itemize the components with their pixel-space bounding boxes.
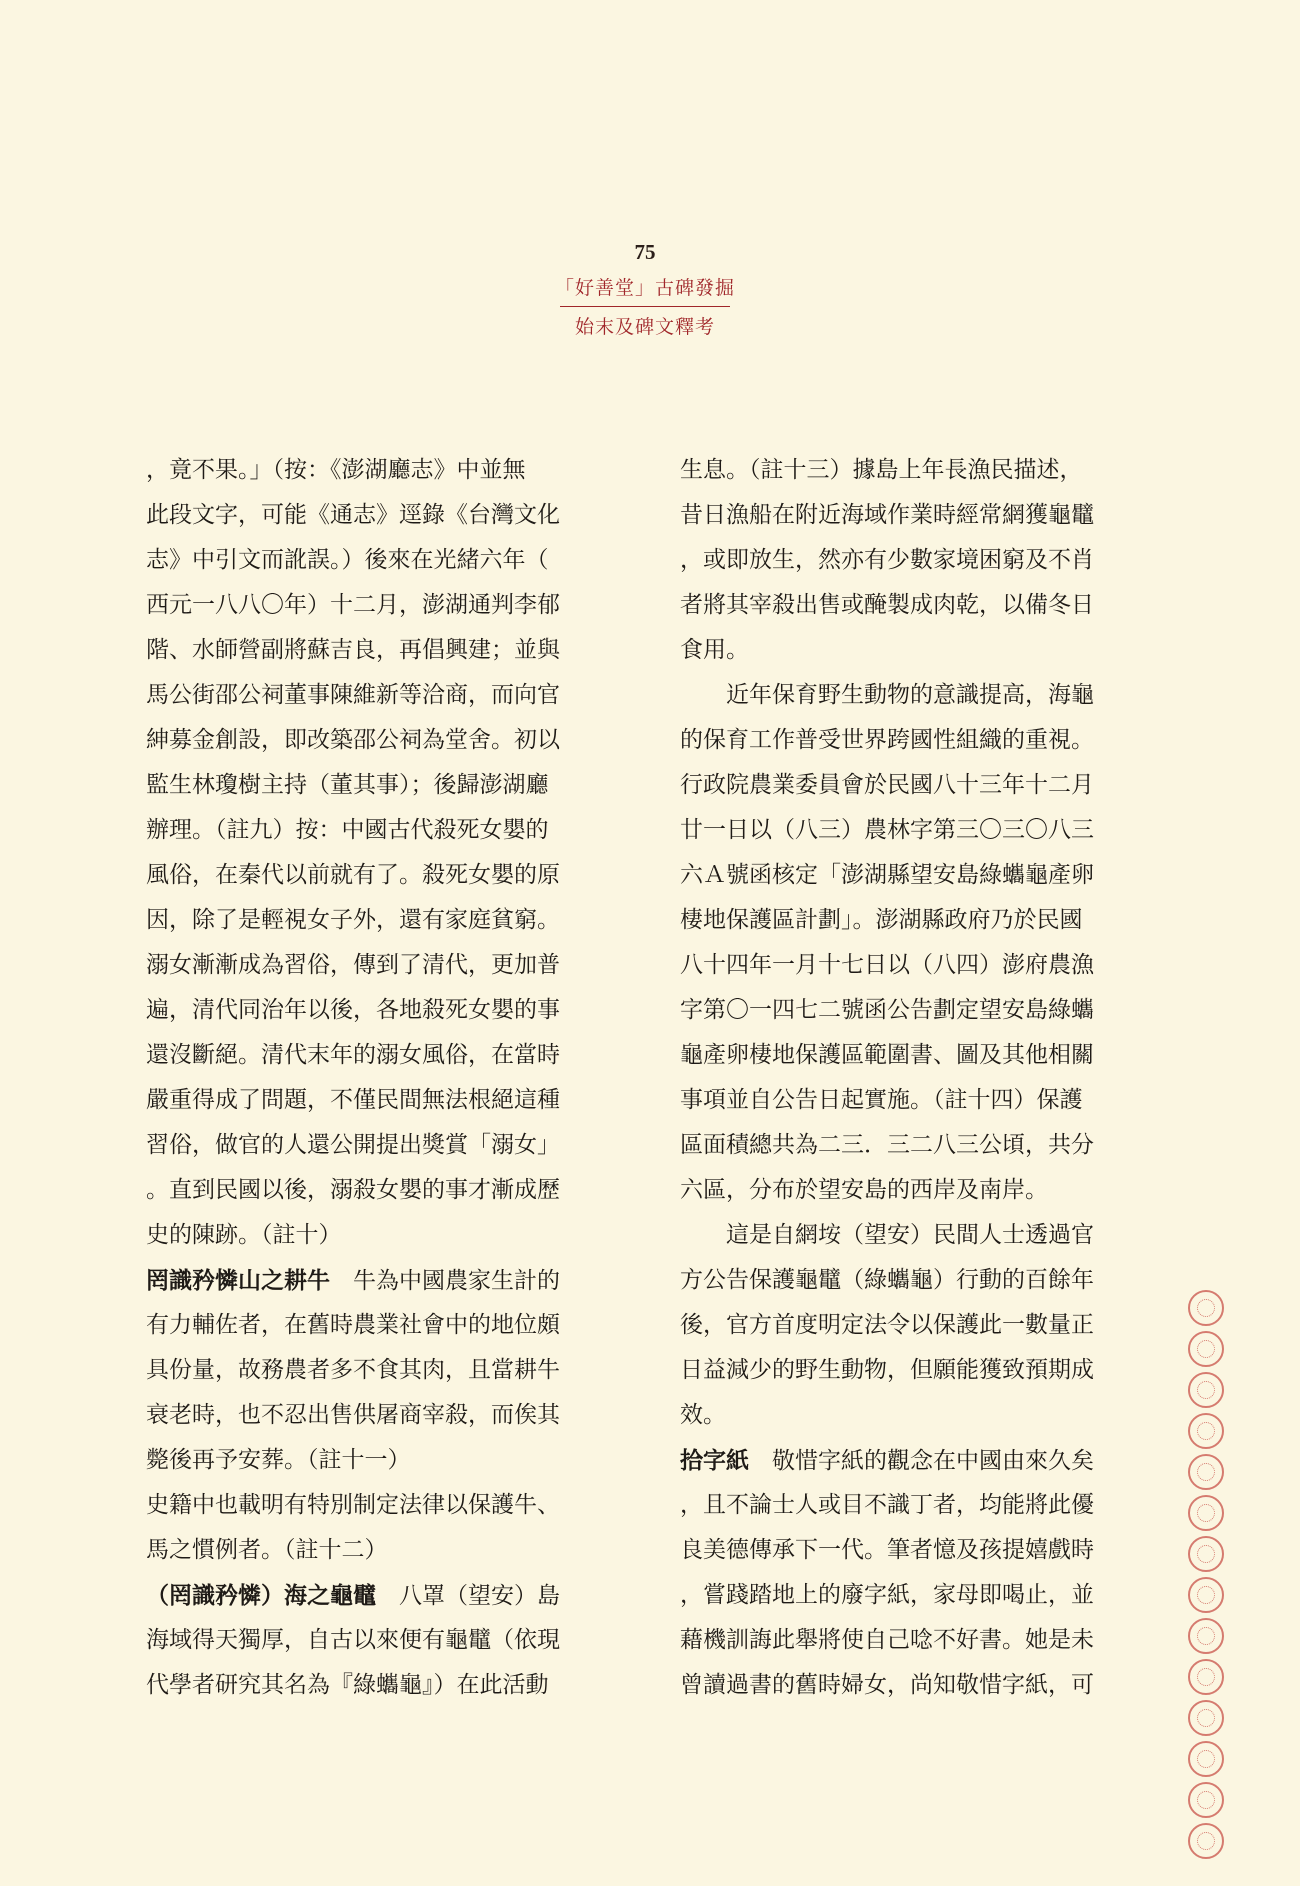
text-line: 嚴重得成了問題，不僅民間無法根絕這種: [146, 1087, 560, 1113]
right-text-column: [680, 448, 1140, 1708]
line-text: 八罩（望安）島: [376, 1583, 560, 1609]
header-title-line1: 「好善堂」古碑發掘: [554, 277, 735, 299]
text-line: 還沒斷絕。清代末年的溺女風俗，在當時: [146, 1042, 560, 1068]
text-line: 棲地保護區計劃」。澎湖縣政府乃於民國: [680, 907, 1083, 933]
seal-stamp-icon: [1188, 1700, 1224, 1736]
seal-stamp-icon: [1188, 1618, 1224, 1654]
text-line: 效。: [680, 1402, 726, 1428]
text-line: 區面積總共為二三．三二八三公頃，共分: [680, 1132, 1094, 1158]
page-number: 75: [634, 240, 656, 264]
text-line: 八十四年一月十七日以（八四）澎府農漁: [680, 952, 1094, 978]
text-line: 行政院農業委員會於民國八十三年十二月: [680, 772, 1094, 798]
text-line: 習俗，做官的人還公開提出獎賞「溺女」: [146, 1132, 560, 1158]
seal-stamp-icon: [1188, 1495, 1224, 1531]
line-text: 敬惜字紙的觀念在中國由來久矣: [749, 1448, 1094, 1474]
text-line: 六Ａ號函核定「澎湖縣望安島綠蠵龜產卵: [680, 862, 1094, 888]
header-divider: [560, 306, 730, 307]
text-line: 字第〇一四七二號函公告劃定望安島綠蠵: [680, 997, 1094, 1023]
text-line: 馬公街邵公祠董事陳維新等洽商，而向官: [146, 682, 560, 708]
text-line: 西元一八八〇年）十二月，澎湖通判李郁: [146, 592, 560, 618]
text-line: 遍，清代同治年以後，各地殺死女嬰的事: [146, 997, 560, 1023]
running-header: [490, 240, 800, 339]
text-line: ，嘗踐踏地上的廢字紙，家母即喝止，並: [680, 1582, 1094, 1608]
seal-stamp-icon: [1188, 1331, 1224, 1367]
line-text: 牛為中國農家生計的: [330, 1268, 560, 1294]
seal-stamp-icon: [1188, 1372, 1224, 1408]
text-line: 海域得天獨厚，自古以來便有龜鼊（依現: [146, 1627, 560, 1653]
seal-stamp-icon: [1188, 1823, 1224, 1859]
text-line: 後，官方首度明定法令以保護此一數量正: [680, 1312, 1094, 1338]
text-line: 方公告保護龜鼊（綠蠵龜）行動的百餘年: [680, 1267, 1094, 1293]
text-line: 良美德傳承下一代。筆者憶及孩提嬉戲時: [680, 1537, 1094, 1563]
text-line: 有力輔佐者，在舊時農業社會中的地位頗: [146, 1312, 560, 1338]
left-text-column: [146, 448, 606, 1708]
text-line: 此段文字，可能《通志》逕錄《台灣文化: [146, 502, 560, 528]
text-line: 昔日漁船在附近海域作業時經常網獲龜鼊: [680, 502, 1094, 528]
seal-stamp-icon: [1188, 1659, 1224, 1695]
text-line: 衰老時，也不忍出售供屠商宰殺，而俟其: [146, 1402, 560, 1428]
text-line: [146, 1573, 606, 1618]
text-line: 的保育工作普受世界跨國性組織的重視。: [680, 727, 1094, 753]
seal-stamp-icon: [1188, 1577, 1224, 1613]
text-line: 廿一日以（八三）農林字第三〇三〇八三: [680, 817, 1094, 843]
text-line: 代學者研究其名為『綠蠵龜』）在此活動: [146, 1672, 549, 1698]
text-line: 志》中引文而訛誤。）後來在光緒六年（: [146, 547, 549, 573]
seal-stamp-icon: [1188, 1741, 1224, 1777]
text-line: 曾讀過書的舊時婦女，尚知敬惜字紙，可: [680, 1672, 1094, 1698]
text-line: 生息。（註十三）據島上年長漁民描述，: [680, 457, 1083, 483]
seal-stamp-icon: [1188, 1536, 1224, 1572]
text-line: 史的陳跡。（註十）: [146, 1222, 342, 1248]
seal-stamp-icon: [1188, 1413, 1224, 1449]
text-line: 藉機訓誨此舉將使自己唸不好書。她是未: [680, 1627, 1094, 1653]
text-line: 者將其宰殺出售或醃製成肉乾，以備冬日: [680, 592, 1094, 618]
text-line: 紳募金創設，即改築邵公祠為堂舍。初以: [146, 727, 560, 753]
text-line: 這是自網垵（望安）民間人士透過官: [680, 1222, 1094, 1248]
text-line: 因，除了是輕視女子外，還有家庭貧窮。: [146, 907, 560, 933]
text-line: 食用。: [680, 637, 749, 663]
text-line: 監生林瓊樹主持（董其事）；後歸澎湖廳: [146, 772, 549, 798]
text-line: 階、水師營副將蘇吉良，再倡興建；並與: [146, 637, 560, 663]
text-line: ，或即放生，然亦有少數家境困窮及不肖: [680, 547, 1094, 573]
text-line: 溺女漸漸成為習俗，傳到了清代，更加普: [146, 952, 560, 978]
text-line: 日益減少的野生動物，但願能獲致預期成: [680, 1357, 1094, 1383]
text-line: 辦理。（註九）按：中國古代殺死女嬰的: [146, 817, 549, 843]
seal-stamp-strip: [1182, 1290, 1232, 1864]
section-heading: （罔識矜憐）海之龜鼊: [146, 1582, 376, 1609]
text-line: ，竟不果。」（按：《澎湖廳志》中並無: [146, 457, 526, 483]
text-line: [146, 1258, 606, 1303]
seal-stamp-icon: [1188, 1454, 1224, 1490]
seal-stamp-icon: [1188, 1782, 1224, 1818]
text-line: 近年保育野生動物的意識提高，海龜: [680, 682, 1094, 708]
text-line: 龜產卵棲地保護區範圍書、圖及其他相關: [680, 1042, 1094, 1068]
text-line: 具份量，故務農者多不食其肉，且當耕牛: [146, 1357, 560, 1383]
text-line: 六區，分布於望安島的西岸及南岸。: [680, 1177, 1048, 1203]
section-heading: 拾字紙: [680, 1447, 749, 1474]
text-line: 。直到民國以後，溺殺女嬰的事才漸成歷: [146, 1177, 560, 1203]
header-title-line2: 始末及碑文釋考: [574, 316, 715, 338]
text-line: 馬之慣例者。（註十二）: [146, 1537, 388, 1563]
text-line: 斃後再予安葬。（註十一）: [146, 1447, 411, 1473]
seal-stamp-icon: [1188, 1290, 1224, 1326]
section-heading: 罔識矜憐山之耕牛: [146, 1267, 330, 1294]
text-line: 史籍中也載明有特別制定法律以保護牛、: [146, 1492, 560, 1518]
text-line: 事項並自公告日起實施。（註十四）保護: [680, 1087, 1083, 1113]
text-line: 風俗，在秦代以前就有了。殺死女嬰的原: [146, 862, 560, 888]
text-line: ，且不論士人或目不識丁者，均能將此優: [680, 1492, 1094, 1518]
text-line: [680, 1438, 1140, 1483]
